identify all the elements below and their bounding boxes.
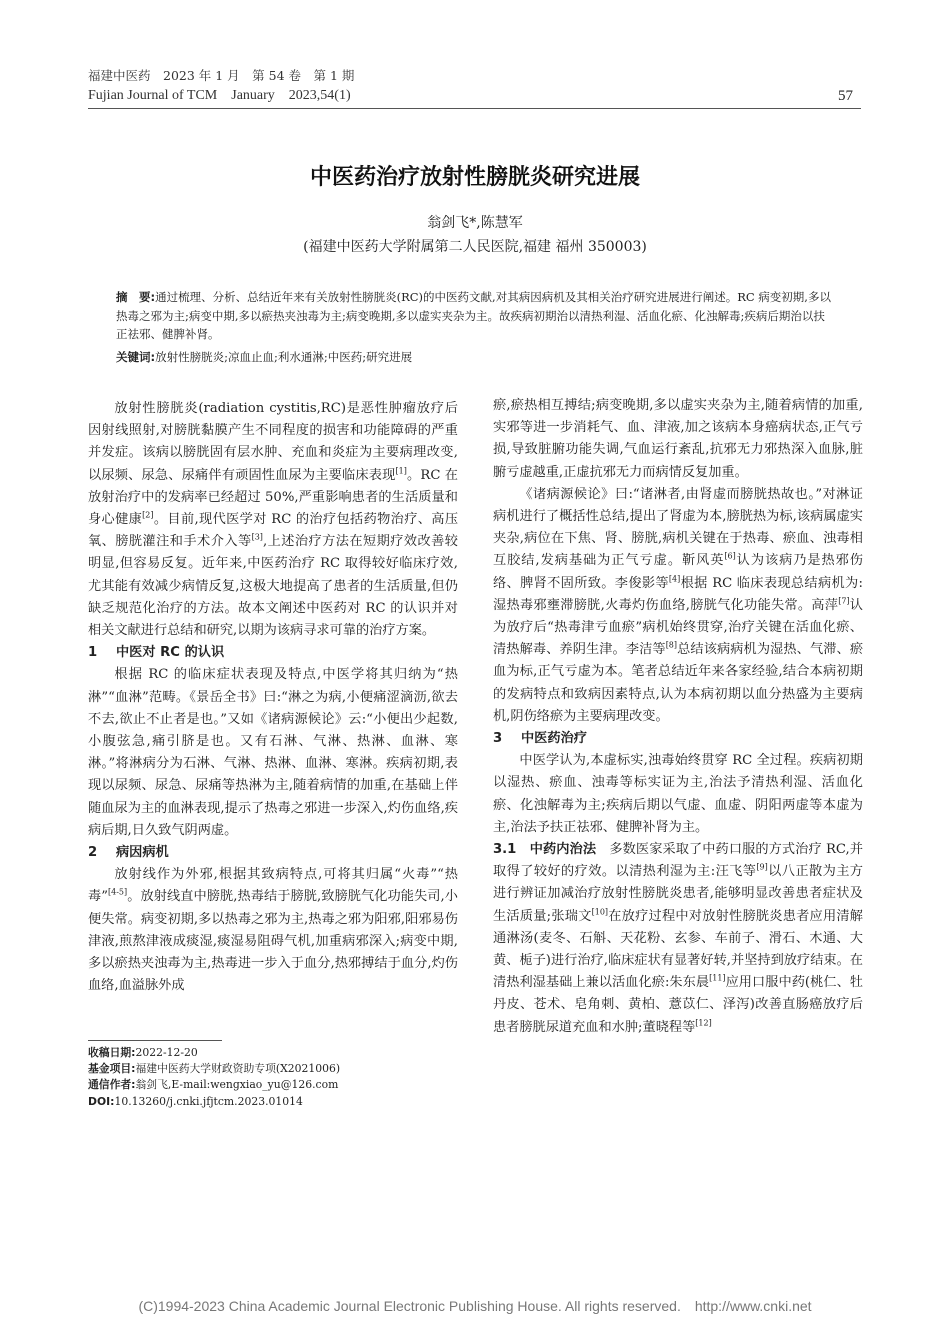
citation: [4-5] xyxy=(108,888,128,898)
right-column xyxy=(493,395,863,1039)
footnote-rule xyxy=(88,1040,222,1041)
citation: [11] xyxy=(709,973,726,983)
fund-project: 基金项目:福建中医药大学财政资助专项(X2021006) xyxy=(88,1062,341,1076)
article-affiliation: (福建中医药大学附属第二人民医院,福建 福州 350003) xyxy=(303,239,647,255)
section-heading-3: 3 中医药治疗 xyxy=(493,731,587,747)
abstract xyxy=(116,288,836,344)
citation: [9] xyxy=(756,862,768,872)
citation: [2] xyxy=(142,510,154,520)
section-heading-2: 2 病因病机 xyxy=(88,845,169,861)
received-date: 收稿日期:2022-12-20 xyxy=(88,1046,198,1059)
citation: [4] xyxy=(668,574,681,584)
keywords-text: 放射性膀胱炎;凉血止血;利水通淋;中医药;研究进展 xyxy=(155,350,413,364)
journal-header-en: Fujian Journal of TCM January 2023,54(1) xyxy=(88,88,351,103)
section-2-continued: 瘀,瘀热相互搏结;病变晚期,多以虚实夹杂为主,随着病情的加重,实邪等进一步消耗气、血、津液,加之该病本身癌病状态,正气亏损,导致脏腑功能失调,气血运行紊乱,抗邪无力邪热深入血脉,脏腑亏虚越重,正虚抗邪无力而病情反复加重。 xyxy=(493,398,863,480)
copyright-notice: (C)1994-2023 China Academic Journal Electronic Publishing House. All rights reserved. http://www.cnki.net xyxy=(138,1298,812,1314)
header-rule xyxy=(88,108,861,109)
section-3-paragraph: 中医学认为,本虚标实,浊毒始终贯穿 RC 全过程。疾病初期以湿热、瘀血、浊毒等标实证为主,治法予清热利湿、活血化瘀、化浊解毒为主;疾病后期以气虚、血虚、阴阳两虚等本虚为主,治法予扶正祛邪、健脾补肾为主。 xyxy=(493,753,863,835)
footnotes xyxy=(88,1045,468,1110)
section-1-paragraph: 根据 RC 的临床症状表现及特点,中医学将其归纳为“热淋”“血淋”范畴。《景岳全书》曰:“淋之为病,小便痛涩滴沥,欲去不去,欲止不止者是也。”又如《诸病源候论》云:“小便出少起数,小腹弦急,痛引脐是也。又有石淋、气淋、热淋、血淋、寒淋。”将淋病分为石淋、气淋、热淋、血淋、寒淋。疾病初期,表现以尿频、尿急、尿痛等热淋为主,随着病情的加重,在基础上伴随血尿为主的血淋表现,提示了热毒之邪进一步深入,灼伤血络,疾病后期,日久致气阴两虚。 xyxy=(88,667,458,838)
citation: [1] xyxy=(395,466,407,476)
citation: [12] xyxy=(695,1018,712,1028)
citation: [3] xyxy=(251,532,263,542)
citation: [6] xyxy=(724,552,736,562)
subsection-3-1-paragraph: 3.1 中药内治法 多数医家采取了中药口服的方式治疗 RC,并取得了较好的疗效。以清热利湿为主:汪飞等[9]以八正散为主方进行辨证加减治疗放射性膀胱炎患者,能够明显改善患者症状及生活质量;张瑞文[10]在放疗过程中对放射性膀胱炎患者应用清解通淋汤(麦冬、石斛、天花粉、玄参、车前子、滑石、木通、大黄、栀子)进行治疗,临床症状有显著好转,并坚持到放疗结束。在清热利湿基础上兼以活血化瘀:朱东晨[11]应用口服中药(桃仁、牡丹皮、苍术、皂角刺、黄柏、薏苡仁、泽泻)改善直肠癌放疗后患者膀胱尿道充血和水肿;董晓程等[12] xyxy=(493,842,864,1035)
article-authors: 翁剑飞*,陈慧军 xyxy=(427,215,523,231)
keywords xyxy=(116,348,836,367)
section-2-paragraph-2: 《诸病源候论》曰:“诸淋者,由肾虚而膀胱热故也。”对淋证病机进行了概括性总结,提出了肾虚为本,膀胱热为标,该病属虚实夹杂,病位在下焦、肾、膀胱,病机关键在于热毒、瘀血、浊毒相互胶结,发病基础为正气亏虚。靳风英[6]认为该病乃是热邪伤络、脾肾不固所致。李俊影等[4]根据 RC 临床表现总结病机为:湿热毒邪壅滞膀胱,火毒灼伤血络,膀胱气化功能失常。高萍[7]认为放疗后“热毒津亏血瘀”病机始终贯穿,治疗关键在活血化瘀、清热解毒、养阴生津。李洁等[8]总结该病病机为湿热、气滞、瘀血为标,正气亏虚为本。笔者总结近年来各家经验,结合本病初期的发病特点和致病因素特点,认为本病初期以血分热盛为主要病机,阴伤络瘀为主要病理改变。 xyxy=(493,486,864,724)
left-column xyxy=(88,398,458,997)
section-2-paragraph: 放射线作为外邪,根据其致病特点,可将其归属“火毒”“热毒”[4-5]。放射线直中膀胱,热毒结于膀胱,致膀胱气化功能失司,小便失常。病变初期,多以热毒之邪为主,热毒之邪为阳邪,阳邪易伤津液,煎熬津液成痰湿,痰湿易阻碍气机,加重病邪深入;病变中期,多以瘀热夹浊毒为主,热毒进一步入于血分,热邪搏结于血分,灼伤血络,血溢脉外成 xyxy=(88,867,458,994)
abstract-label: 摘 要: xyxy=(116,290,156,304)
abstract-text: 通过梳理、分析、总结近年来有关放射性膀胱炎(RC)的中医药文献,对其病因病机及其相关治疗研究进展进行阐述。RC 病变初期,多以热毒之邪为主;病变中期,多以瘀热夹浊毒为主;病变晚期,多以虚实夹杂为主。故疾病初期治以清热利湿、活血化瘀、化浊解毒;疾病后期治以扶正祛邪、健脾补肾。 xyxy=(116,290,831,341)
journal-header-cn: 福建中医药 2023 年 1 月 第 54 卷 第 1 期 xyxy=(88,68,355,83)
subsection-heading-3-1: 3.1 中药内治法 xyxy=(493,842,597,858)
intro-paragraph: 放射性膀胱炎(radiation cystitis,RC)是恶性肿瘤放疗后因射线照射,对膀胱黏膜产生不同程度的损害和功能障碍的严重并发症。该病以膀胱固有层水肿、充血和炎症为主要病理改变,以尿频、尿急、尿痛伴有顽固性血尿为主要临床表现[1]。RC 在放射治疗中的发病率已经超过 50%,严重影响患者的生活质量和身心健康[2]。目前,现代医学对 RC 的治疗包括药物治疗、高压氧、膀胱灌注和手术介入等[3],上述治疗方法在短期疗效改善较明显,但容易反复。近年来,中医药治疗 RC 取得较好临床疗效,尤其能有效减少病情反复,这极大地提高了患者的生活质量,但仍缺乏规范化治疗的方法。故本文阐述中医药对 RC 的认识并对相关文献进行总结和研究,以期为该病寻求可靠的治疗方案。 xyxy=(88,401,459,639)
page-number: 57 xyxy=(838,88,853,104)
citation: [7] xyxy=(838,596,850,606)
citation: [10] xyxy=(591,907,609,917)
corresponding-author: 通信作者:翁剑飞,E-mail:wengxiao_yu@126.com xyxy=(88,1078,339,1092)
section-heading-1: 1 中医对 RC 的认识 xyxy=(88,645,225,661)
keywords-label: 关键词: xyxy=(116,350,156,364)
article-title: 中医药治疗放射性膀胱炎研究进展 xyxy=(309,165,640,190)
doi: DOI:10.13260/j.cnki.jfjtcm.2023.01014 xyxy=(88,1094,303,1108)
citation: [8] xyxy=(665,640,678,650)
